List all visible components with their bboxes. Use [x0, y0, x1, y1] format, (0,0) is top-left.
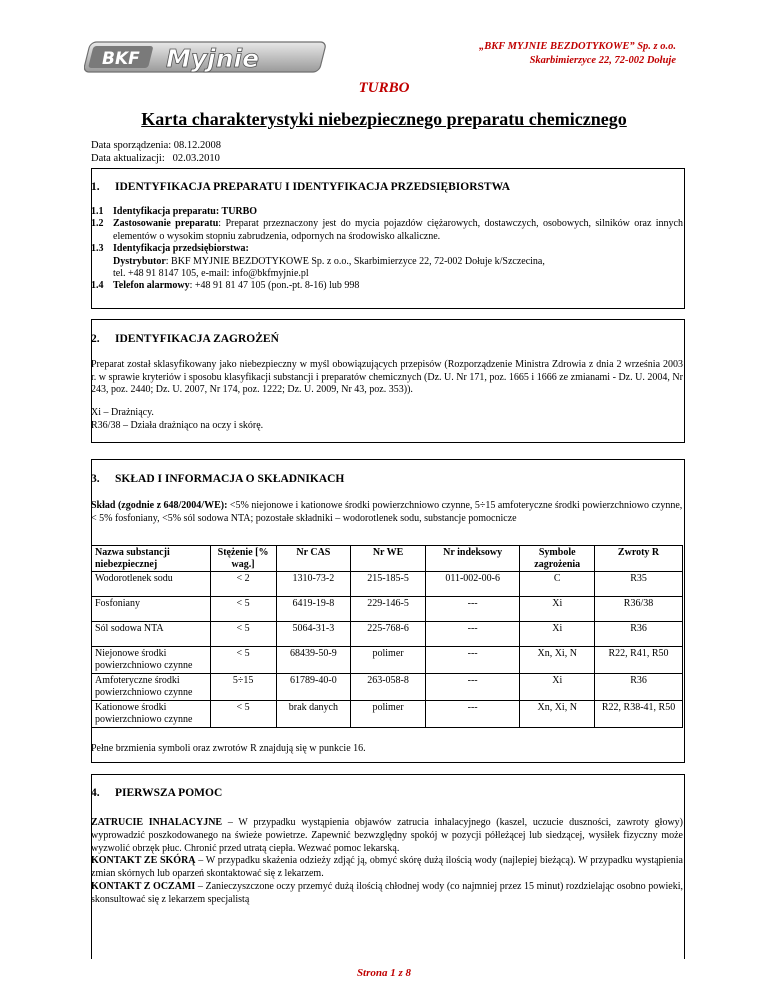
section-1-title: IDENTYFIKACJA PREPARATU I IDENTYFIKACJA PRZEDSIĘBIORSTWA — [115, 181, 511, 193]
table-cell: 215-185-5 — [351, 572, 426, 597]
table-cell: Xn, Xi, N — [520, 647, 595, 674]
first-aid-text: ZATRUCIE INHALACYJNE – W przypadku wystąpienia objawów zatrucia inhalacyjnego (kaszel, uczucie duszności, zawroty głowy) wyprowadzić poszkodowanego na świeże powietrze. Zapewnić bezwzględny spokój w pozycji półleżącej lub siedzącej, wysiłek fizyczny może wyzwolić obrzęk płuc. Chronić przed utratą ciepła. Wezwać pomoc lekarską. KONTAKT ZE SKÓRĄ – W przypadku skażenia odzieży zdjąć ją, obmyć skórę dużą ilością wody (najlepiej bieżącą). W przypadku wystąpienia zmian skórnych lub oparzeń skontaktować się z lekarzem. KONTAKT Z OCZAMI – Zanieczyszczone oczy przemyć dużą ilością chłodnej wody (co najmniej przez 15 minut) rozdzielając osobno powieki, skonsultować się z lekarzem specjalistą — [91, 817, 683, 905]
hazard-symbol-xi: Xi – Drażniący. — [91, 407, 154, 418]
updated-label: Data aktualizacji: — [91, 152, 165, 164]
table-cell: 61789-40-0 — [276, 674, 351, 701]
page-number: Strona 1 z 8 — [356, 967, 412, 979]
hazard-phrase-r36-38: R36/38 – Działa drażniąco na oczy i skórę. — [91, 420, 264, 431]
classification-paragraph: Preparat został sklasyfikowany jako niebezpieczny w myśl obowiązujących przepisów (Rozporządzenie Ministra Zdrowia z dnia 2 września 2003 r. w sprawie kryteriów i sposobu klasyfikacji substancji i preparatów chemicznych (Dz. U. Nr 171, poz. 1665 i 1666 ze zmianami - Dz. U. 2004, Nr 243, poz. 2440; Dz. U. 2007, Nr 174, poz. 1222; Dz. U. 2009, Nr 43, poz. 353)). — [91, 359, 683, 395]
section-4-heading: 4. PIERWSZA POMOC — [91, 787, 223, 799]
table-header-cell: Zwroty R — [595, 546, 683, 572]
section-4-box — [91, 774, 685, 959]
table-row — [92, 597, 683, 622]
section-1-items — [91, 206, 683, 293]
item-1-4: 1.4 Telefon alarmowy: +48 91 81 47 105 (pon.-pt. 8-16) lub 998 — [91, 280, 360, 292]
table-row — [92, 647, 683, 674]
company-address: Skarbimierzyce 22, 72-002 Dołuje — [529, 55, 676, 66]
composition-paragraph: Skład (zgodnie z 648/2004/WE): <5% niejonowe i kationowe środki powierzchniowo czynne, 5÷15 amfoteryczne środki powierzchniowo czynne, < 5% fosfoniany, <5% sól sodowa NTA; pozostałe składniki – wodorotlenek sodu, substancje pomocnicze — [91, 500, 683, 524]
table-row — [92, 622, 683, 647]
product-name: TURBO — [358, 80, 410, 96]
table-cell: R22, R41, R50 — [595, 647, 683, 674]
table-cell: polimer — [351, 647, 426, 674]
company-name: „BKF MYJNIE BEZDOTYKOWE” Sp. z o.o. — [478, 41, 676, 52]
table-cell: R36 — [595, 674, 683, 701]
bkf-myjnie-logo — [84, 36, 328, 78]
section-2-heading: 2. IDENTYFIKACJA ZAGROŻEŃ — [91, 333, 279, 345]
section-3-title: SKŁAD I INFORMACJA O SKŁADNIKACH — [115, 473, 345, 485]
section-4-title: PIERWSZA POMOC — [115, 787, 223, 799]
table-cell: 263-058-8 — [351, 674, 426, 701]
table-cell: --- — [425, 701, 519, 728]
distributor-text: : BKF MYJNIE BEZDOTYKOWE Sp. z o.o., Skarbimierzyce 22, 72-002 Dołuje k/Szczecina, — [165, 255, 545, 267]
table-header-row — [92, 546, 683, 572]
inhalation-label: ZATRUCIE INHALACYJNE — [91, 817, 223, 828]
table-header-cell: Nr WE — [351, 546, 426, 572]
table-cell: R36 — [595, 622, 683, 647]
item-1-1: 1.1 Identyfikacja preparatu: TURBO — [91, 206, 258, 217]
logo-bkf-text: BKF — [102, 49, 140, 69]
section-2-title: IDENTYFIKACJA ZAGROŻEŃ — [115, 333, 279, 345]
table-cell: --- — [425, 597, 519, 622]
table-cell: --- — [425, 622, 519, 647]
substances-table — [91, 545, 683, 728]
table-cell: Fosfoniany — [92, 597, 211, 622]
document-title: Karta charakterystyki niebezpiecznego preparatu chemicznego — [141, 109, 627, 129]
section-3-box — [91, 459, 685, 763]
table-cell: Xi — [520, 622, 595, 647]
table-cell: < 5 — [210, 622, 276, 647]
table-cell: Niejonowe środki powierzchniowo czynne — [92, 647, 211, 674]
table-header-cell: Nr CAS — [276, 546, 351, 572]
table-cell: Sól sodowa NTA — [92, 622, 211, 647]
table-cell: 1310-73-2 — [276, 572, 351, 597]
table-cell: 225-768-6 — [351, 622, 426, 647]
table-cell: 011-002-00-6 — [425, 572, 519, 597]
table-cell: Xi — [520, 597, 595, 622]
table-cell: --- — [425, 674, 519, 701]
table-row — [92, 674, 683, 701]
table-row — [92, 701, 683, 728]
preparation-identification: Identyfikacja preparatu: TURBO — [113, 206, 258, 217]
section-1-heading — [91, 181, 510, 193]
created-date: 08.12.2008 — [173, 140, 222, 151]
table-cell: polimer — [351, 701, 426, 728]
item-1-2: 1.2 Zastosowanie preparatu: Preparat przeznaczony jest do mycia pojazdów ciężarowych, dostawczych, osobowych, silników oraz innych elementów o wysokim stopniu zabrudzenia, odpornych na środowisko alkaliczne. — [91, 218, 683, 242]
skin-contact-label: KONTAKT ZE SKÓRĄ — [91, 855, 196, 867]
r-phrases-note: Pełne brzmienia symboli oraz zwrotów R znajdują się w punkcie 16. — [91, 743, 366, 754]
table-cell: --- — [425, 647, 519, 674]
table-cell: < 5 — [210, 597, 276, 622]
table-cell: Xn, Xi, N — [520, 701, 595, 728]
section-1-number: 1. — [91, 181, 100, 193]
table-cell: C — [520, 572, 595, 597]
table-cell: R36/38 — [595, 597, 683, 622]
table-header-cell: Nr indeksowy — [425, 546, 519, 572]
table-cell: Amfoteryczne środki powierzchniowo czynne — [92, 674, 211, 701]
created-label: Data sporządzenia: — [91, 140, 172, 151]
table-header-cell: Symbole zagrożenia — [520, 546, 595, 572]
table-cell: < 2 — [210, 572, 276, 597]
table-cell: 5064-31-3 — [276, 622, 351, 647]
item-1-3: 1.3 Identyfikacja przedsiębiorstwa: Dystrybutor: BKF MYJNIE BEZDOTYKOWE Sp. z o.o., Skarbimierzyce 22, 72-002 Dołuje k/Szczecina, tel. +48 91 8147 105, e-mail: info@bkfmyjnie.pl — [91, 243, 545, 280]
table-header-cell: Stężenie [% wag.] — [210, 546, 276, 572]
emergency-phone: : +48 91 81 47 105 (pon.-pt. 8-16) lub 998 — [189, 280, 360, 292]
table-cell: 6419-19-8 — [276, 597, 351, 622]
table-cell: Kationowe środki powierzchniowo czynne — [92, 701, 211, 728]
eye-contact-label: KONTAKT Z OCZAMI — [91, 880, 196, 892]
table-cell: < 5 — [210, 647, 276, 674]
section-3-heading: 3. SKŁAD I INFORMACJA O SKŁADNIKACH — [91, 473, 345, 485]
table-cell: R35 — [595, 572, 683, 597]
table-row — [92, 572, 683, 597]
section-2-box — [91, 319, 685, 443]
distributor-contact: tel. +48 91 8147 105, e-mail: info@bkfmyjnie.pl — [113, 268, 309, 280]
logo-myjnie-text: Myjnie — [166, 44, 260, 73]
table-cell: < 5 — [210, 701, 276, 728]
table-cell: 229-146-5 — [351, 597, 426, 622]
table-cell: R22, R38-41, R50 — [595, 701, 683, 728]
table-cell: brak danych — [276, 701, 351, 728]
table-cell: Xi — [520, 674, 595, 701]
table-cell: 5÷15 — [210, 674, 276, 701]
company-header — [479, 40, 676, 68]
table-cell: Wodorotlenek sodu — [92, 572, 211, 597]
table-header-cell: Nazwa substancji niebezpiecznej — [92, 546, 211, 572]
updated-date: 02.03.2010 — [172, 152, 220, 164]
usage-text: : Preparat przeznaczony jest do mycia pojazdów ciężarowych, dostawczych, osobowych, silników oraz innych elementów o wysokim stopniu zabrudzenia, odpornych na środowisko alkaliczne. — [113, 218, 683, 242]
document-dates — [91, 140, 221, 165]
table-cell: 68439-50-9 — [276, 647, 351, 674]
